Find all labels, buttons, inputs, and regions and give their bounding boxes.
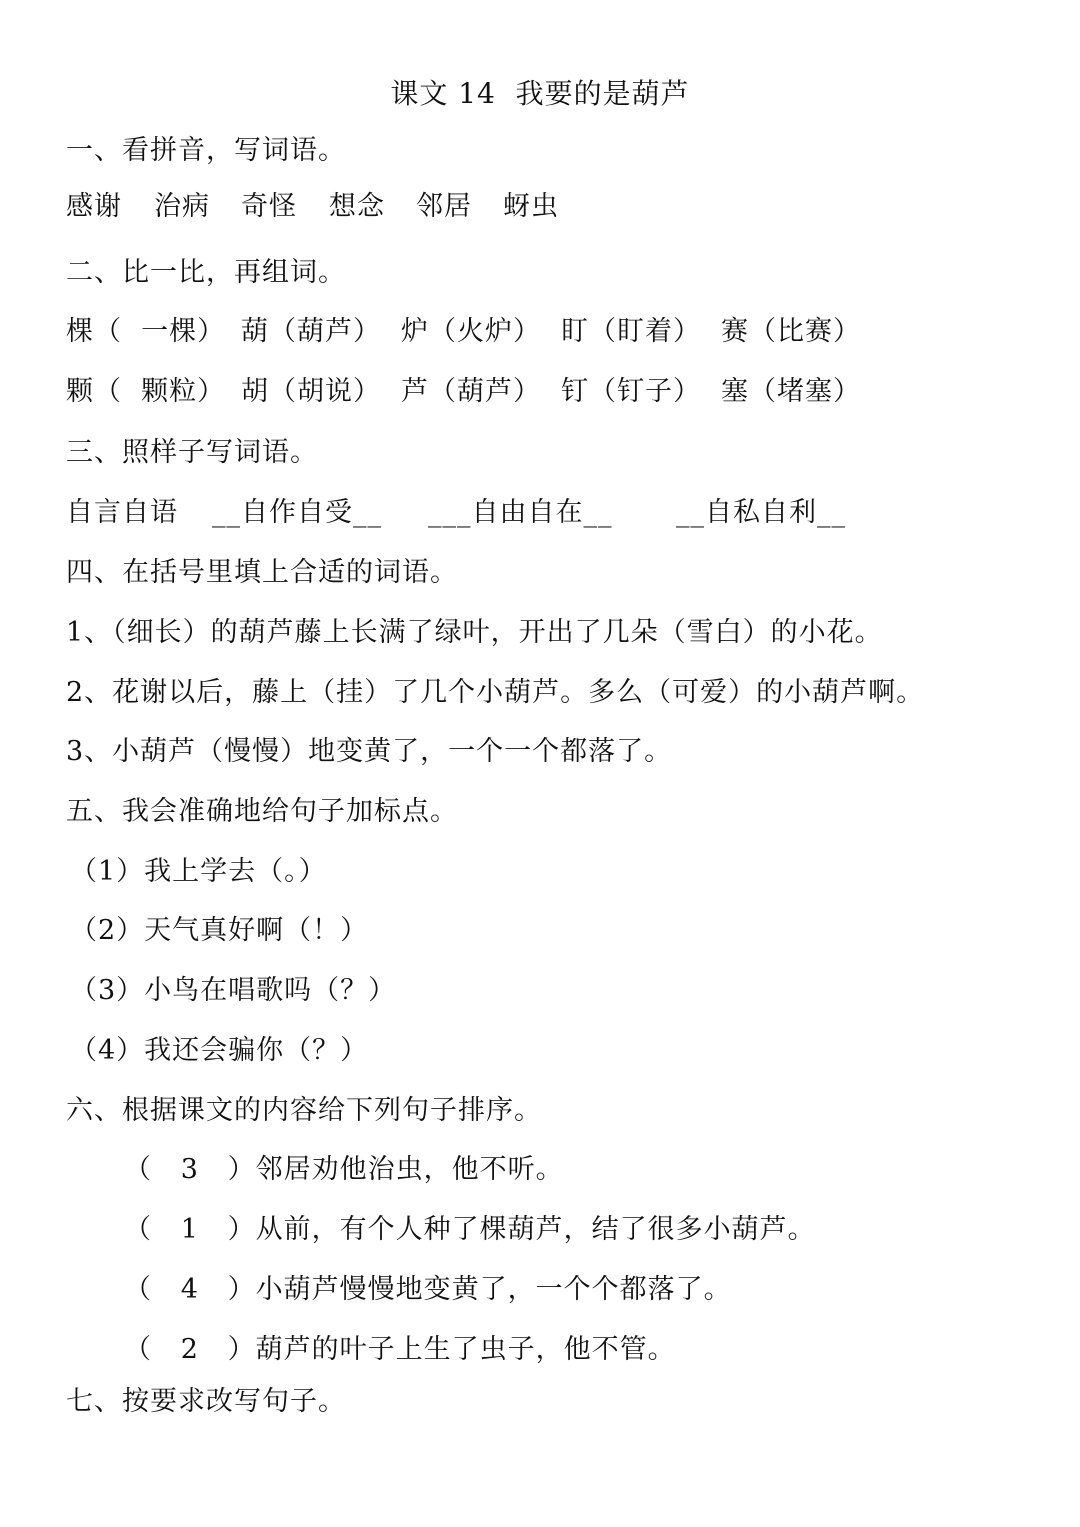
answer-word: ___自由自在__	[428, 497, 613, 528]
compare-item: 芦（葫芦）	[401, 376, 541, 407]
punctuation-sentence: （2）天气真好啊（！）	[70, 915, 369, 946]
section-7-heading: 七、按要求改写句子。	[66, 1386, 346, 1417]
section-1-words	[66, 189, 666, 225]
order-sentence: （ 1 ）从前，有个人种了棵葫芦，结了很多小葫芦。	[124, 1214, 816, 1245]
word: 奇怪	[241, 191, 297, 222]
fill-sentence: 1、（细长）的葫芦藤上长满了绿叶，开出了几朵（雪白）的小花。	[66, 617, 883, 648]
order-sentence: （ 3 ）邻居劝他治虫，他不听。	[124, 1154, 564, 1185]
order-sentence: （ 2 ）葫芦的叶子上生了虫子，他不管。	[124, 1334, 676, 1365]
compare-item: 胡（胡说）	[241, 376, 381, 407]
fill-sentence: 3、小葫芦（慢慢）地变黄了，一个一个都落了。	[66, 736, 673, 767]
compare-item: 钉（钉子）	[561, 376, 701, 407]
compare-item: 塞（堵塞）	[721, 376, 861, 407]
fill-sentence: 2、花谢以后，藤上（挂）了几个小葫芦。多么（可爱）的小葫芦啊。	[66, 677, 925, 708]
section-2-heading: 二、比一比，再组词。	[66, 257, 346, 288]
section-3-heading: 三、照样子写词语。	[66, 437, 318, 468]
page-title: 课文 14 我要的是葫芦	[390, 77, 690, 110]
word: 蚜虫	[503, 191, 559, 222]
section-3-words	[66, 495, 966, 531]
punctuation-sentence: （4）我还会骗你（？）	[70, 1035, 369, 1066]
word: 想念	[329, 191, 385, 222]
compare-item: 颗（ 颗粒）	[66, 376, 226, 407]
answer-word: __自作自受__	[212, 497, 382, 528]
example-word: 自言自语	[66, 497, 178, 528]
word: 治病	[154, 191, 210, 222]
section-6-heading: 六、根据课文的内容给下列句子排序。	[66, 1095, 542, 1126]
compare-item: 盯（盯着）	[561, 316, 701, 347]
punctuation-sentence: （3）小鸟在唱歌吗（？）	[70, 975, 397, 1006]
compare-item: 赛（比赛）	[721, 316, 861, 347]
section-5-heading: 五、我会准确地给句子加标点。	[66, 796, 458, 827]
word: 邻居	[416, 191, 472, 222]
word: 感谢	[66, 191, 122, 222]
answer-word: __自私自利__	[676, 497, 846, 528]
section-1-heading: 一、看拼音，写词语。	[66, 135, 346, 166]
compare-item: 棵（ 一棵）	[66, 316, 226, 347]
compare-item: 炉（火炉）	[401, 316, 541, 347]
section-2-row-1	[66, 314, 966, 350]
section-4-heading: 四、在括号里填上合适的词语。	[66, 557, 458, 588]
order-sentence: （ 4 ）小葫芦慢慢地变黄了，一个个都落了。	[124, 1274, 732, 1305]
compare-item: 葫（葫芦）	[241, 316, 381, 347]
punctuation-sentence: （1）我上学去（。）	[70, 856, 327, 887]
section-2-row-2	[66, 374, 966, 410]
